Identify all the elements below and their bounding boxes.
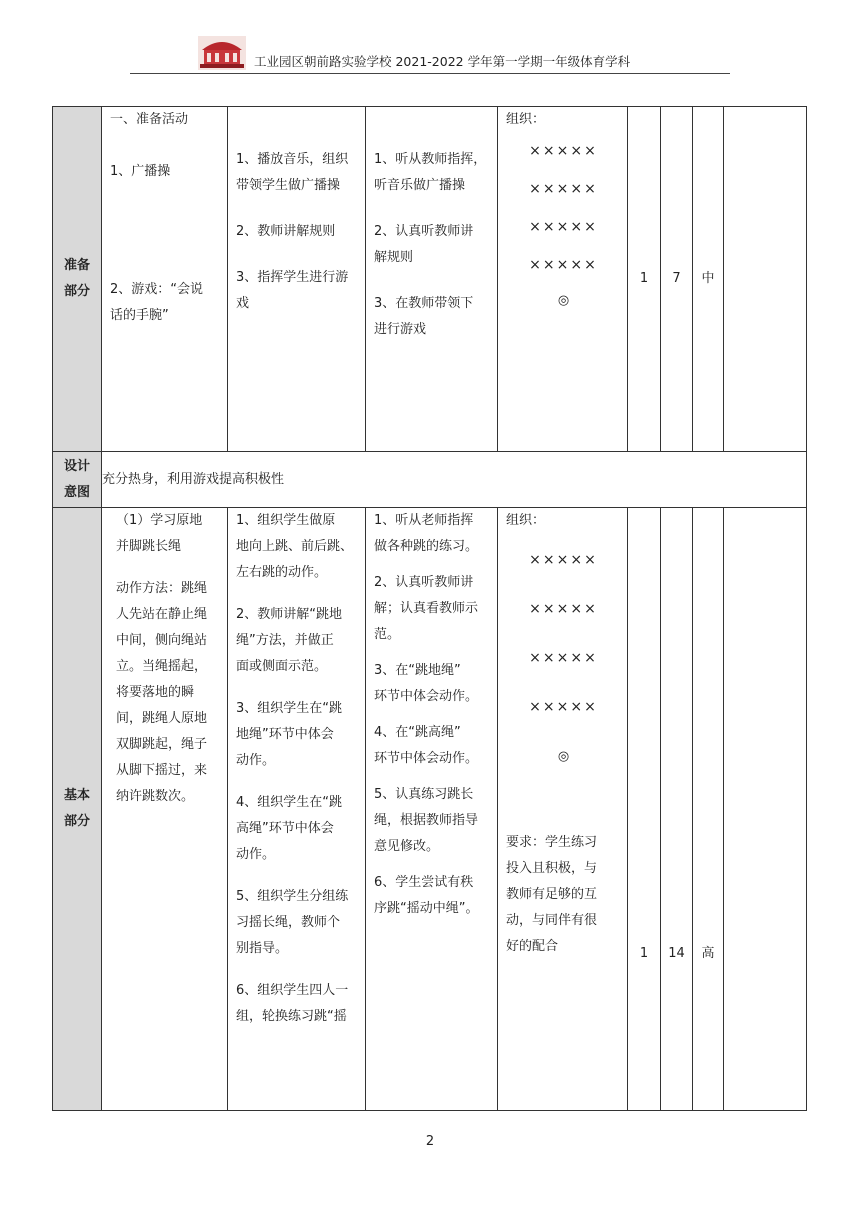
basic-notes-cell [724, 508, 807, 1111]
header-title: 工业园区朝前路实验学校 2021-2022 学年第一学期一年级体育学科 [254, 54, 631, 69]
basic-minutes: 14 [661, 508, 693, 1111]
design-row [53, 452, 807, 508]
design-label: 设计 意图 [53, 452, 102, 508]
basic-teacher-cell: 1、组织学生做原 地向上跳、前后跳、 左右跳的动作。 2、教师讲解“跳地 绳”方法，并做正 面或侧面示范。 3、组织学生在“跳 地绳”环节中体会 动作。 4、组织学生在“跳 高绳”环节中体会 动作。 5、组织学生分组练 习摇长绳，教师个 别指导。 6、组织学生四人一 组，轮换练习跳“摇 [228, 508, 366, 1111]
teacher-mark: ◎ [557, 293, 570, 308]
teacher-mark: ◎ [557, 749, 570, 764]
prep-row [53, 107, 807, 452]
prep-organization-cell: 组织： ××××× ××××× ××××× ××××× ◎ [498, 107, 628, 452]
lesson-plan-table [52, 106, 807, 1111]
prep-content-cell: 一、准备活动 1、广播操 2、游戏：“会说 话的手腕” [102, 107, 228, 452]
prep-notes-cell [724, 107, 807, 452]
basic-times: 1 [628, 508, 661, 1111]
basic-organization-cell: 组织： ××××× ××××× ××××× ××××× ◎ 要求：学生练习 投入且积极，与 教师有足够的互 动，与同伴有很 好的配合 [498, 508, 628, 1111]
basic-intensity: 高 [693, 508, 724, 1111]
page-number: 2 [425, 1134, 435, 1149]
page-header [130, 36, 730, 76]
basic-student-cell: 1、听从老师指挥 做各种跳的练习。 2、认真听教师讲 解；认真看教师示 范。 3、在“跳地绳” 环节中体会动作。 4、在“跳高绳” 环节中体会动作。 5、认真练习跳长 绳，根据教师指导 意见修改。 6、学生尝试有秩 序跳“摇动中绳”。 [366, 508, 498, 1111]
school-logo [198, 36, 246, 70]
basic-content-cell: （1）学习原地 并脚跳长绳 动作方法：跳绳 人先站在静止绳 中间，侧向绳站 立。当绳摇起， 将要落地的瞬 间，跳绳人原地 双脚跳起，绳子 从脚下摇过，来 纳许跳数次。 [102, 508, 228, 1111]
prep-times: 1 [628, 107, 661, 452]
prep-section-label: 准备 部分 [53, 107, 102, 452]
prep-teacher-cell: 1、播放音乐，组织 带领学生做广播操 2、教师讲解规则 3、指挥学生进行游 戏 [228, 107, 366, 452]
prep-student-cell: 1、听从教师指挥， 听音乐做广播操 2、认真听教师讲 解规则 3、在教师带领下 进行游戏 [366, 107, 498, 452]
design-text: 充分热身，利用游戏提高积极性 [102, 452, 807, 508]
header-divider [130, 73, 730, 74]
basic-section-label: 基本 部分 [53, 508, 102, 1111]
prep-intensity: 中 [693, 107, 724, 452]
prep-minutes: 7 [661, 107, 693, 452]
basic-row [53, 508, 807, 1111]
